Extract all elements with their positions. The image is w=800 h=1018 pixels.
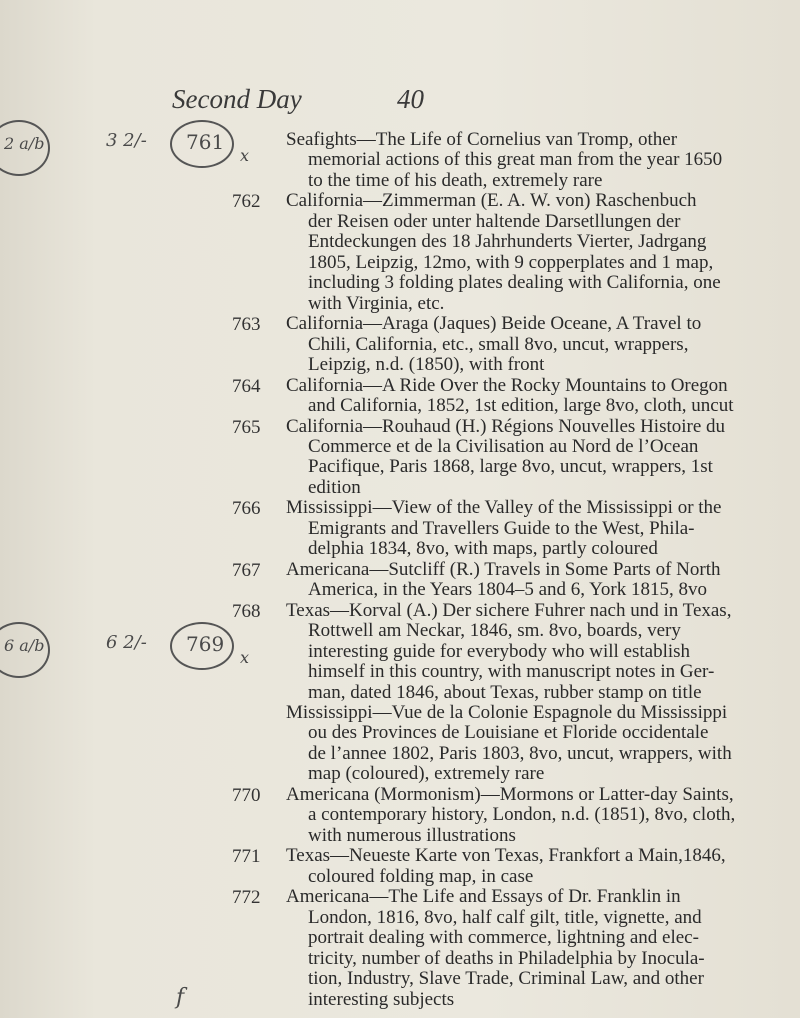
lot-description xyxy=(286,887,770,1010)
circled-lot-number: 769 xyxy=(186,632,225,656)
page-header xyxy=(172,84,472,118)
lot-number: 768 xyxy=(232,600,261,622)
lot-description xyxy=(286,703,770,785)
description-line: including 3 folding plates dealing with California, one xyxy=(308,272,721,294)
description-line: Pacifique, Paris 1868, large 8vo, uncut, wrappers, 1st xyxy=(308,456,713,478)
lot-description xyxy=(286,846,770,887)
description-line: London, 1816, 8vo, half calf gilt, title, vignette, and xyxy=(308,906,702,928)
lot-description xyxy=(286,376,770,417)
lot-description xyxy=(286,560,770,601)
lot-number: 770 xyxy=(232,784,261,806)
description-line: California—Zimmerman (E. A. W. von) Raschenbuch xyxy=(286,190,697,212)
lot-description xyxy=(286,417,770,499)
lot-description xyxy=(286,191,770,314)
description-line: Mississippi—Vue de la Colonie Espagnole du Mississippi xyxy=(286,702,728,724)
annotation-761 xyxy=(0,120,250,180)
lot-number: 772 xyxy=(232,887,261,909)
lot-number: 763 xyxy=(232,314,261,336)
description-line: Texas—Korval (A.) Der sichere Fuhrer nach und in Texas, xyxy=(286,599,732,621)
description-line: Entdeckungen des 18 Jahrhunderts Vierter, Jadrgang xyxy=(308,231,707,253)
description-line: edition xyxy=(308,476,361,498)
lot-description xyxy=(286,314,770,375)
circled-price-text: 2 a/b xyxy=(4,134,45,153)
check-mark: x xyxy=(240,146,250,165)
description-line: California—Araga (Jaques) Beide Oceane, A Travel to xyxy=(286,313,702,335)
circled-lot-number: 761 xyxy=(186,130,225,154)
lot-number: 767 xyxy=(232,559,261,581)
description-line: 1805, Leipzig, 12mo, with 9 copperplates and 1 map, xyxy=(308,251,714,273)
description-line: himself in this country, with manuscript notes in Ger- xyxy=(308,661,715,683)
lot-number: 765 xyxy=(232,416,261,438)
lot-number: 762 xyxy=(232,191,261,213)
description-line: Americana (Mormonism)—Mormons or Latter-day Saints, xyxy=(286,783,734,805)
description-line: with Virginia, etc. xyxy=(308,292,445,314)
description-line: Americana—The Life and Essays of Dr. Franklin in xyxy=(286,886,681,908)
description-line: delphia 1834, 8vo, with maps, partly coloured xyxy=(308,538,658,560)
description-line: Chili, California, etc., small 8vo, uncut, wrappers, xyxy=(308,333,689,355)
description-line: portrait dealing with commerce, lightning and elec- xyxy=(308,927,699,949)
description-line: memorial actions of this great man from the year 1650 xyxy=(308,149,723,171)
description-line: Emigrants and Travellers Guide to the West, Phila- xyxy=(308,517,695,539)
description-line: map (coloured), extremely rare xyxy=(308,763,545,785)
description-line: interesting subjects xyxy=(308,988,455,1010)
description-line: California—A Ride Over the Rocky Mountains to Oregon xyxy=(286,374,728,396)
description-line: tricity, number of deaths in Philadelphia by Inocula- xyxy=(308,947,705,969)
handwritten-price: 3 2/- xyxy=(106,130,147,151)
description-line: a contemporary history, London, n.d. (1851), 8vo, cloth, xyxy=(308,804,736,826)
description-line: ou des Provinces de Louisiane et Floride occidentale xyxy=(308,722,709,744)
lot-description xyxy=(286,785,770,846)
lot-description xyxy=(286,498,770,559)
description-line: California—Rouhaud (H.) Régions Nouvelles Histoire du xyxy=(286,415,726,437)
margin-mark: f xyxy=(176,985,185,1010)
lot-description xyxy=(286,130,770,191)
description-line: Seafights—The Life of Cornelius van Tromp, other xyxy=(286,129,678,150)
lot-number: 771 xyxy=(232,846,261,868)
description-line: to the time of his death, extremely rare xyxy=(308,169,603,191)
description-line: and California, 1852, 1st edition, large 8vo, cloth, uncut xyxy=(308,395,734,417)
description-line: with numerous illustrations xyxy=(308,824,516,846)
day-heading: Second Day xyxy=(172,84,302,114)
description-line: Mississippi—View of the Valley of the Mississippi or the xyxy=(286,497,722,519)
lot-number: 766 xyxy=(232,498,261,520)
page-number: 40 xyxy=(397,84,424,114)
description-line: Commerce et de la Civilisation au Nord de l’Ocean xyxy=(308,435,699,457)
annotation-769 xyxy=(0,622,250,682)
description-line: Leipzig, n.d. (1850), with front xyxy=(308,354,545,376)
lot-number: 764 xyxy=(232,375,261,397)
description-line: der Reisen oder unter haltende Darsetllungen der xyxy=(308,210,681,232)
description-line: man, dated 1846, about Texas, rubber stamp on title xyxy=(308,681,702,703)
description-line: Texas—Neueste Karte von Texas, Frankfort a Main,1846, xyxy=(286,845,726,867)
description-line: coloured folding map, in case xyxy=(308,865,534,887)
description-line: Rottwell am Neckar, 1846, sm. 8vo, boards, very xyxy=(308,620,681,642)
description-line: de l’annee 1802, Paris 1803, 8vo, uncut, wrappers, with xyxy=(308,742,732,764)
description-line: Americana—Sutcliff (R.) Travels in Some Parts of North xyxy=(286,558,721,580)
circled-price-text: 6 a/b xyxy=(4,636,45,655)
check-mark: x xyxy=(240,648,250,667)
description-line: America, in the Years 1804–5 and 6, York 1815, 8vo xyxy=(308,579,707,601)
handwritten-price: 6 2/- xyxy=(106,632,147,653)
lot-description xyxy=(286,601,770,703)
description-line: interesting guide for everybody who will establish xyxy=(308,640,691,662)
description-line: tion, Industry, Slave Trade, Criminal Law, and other xyxy=(308,968,704,990)
